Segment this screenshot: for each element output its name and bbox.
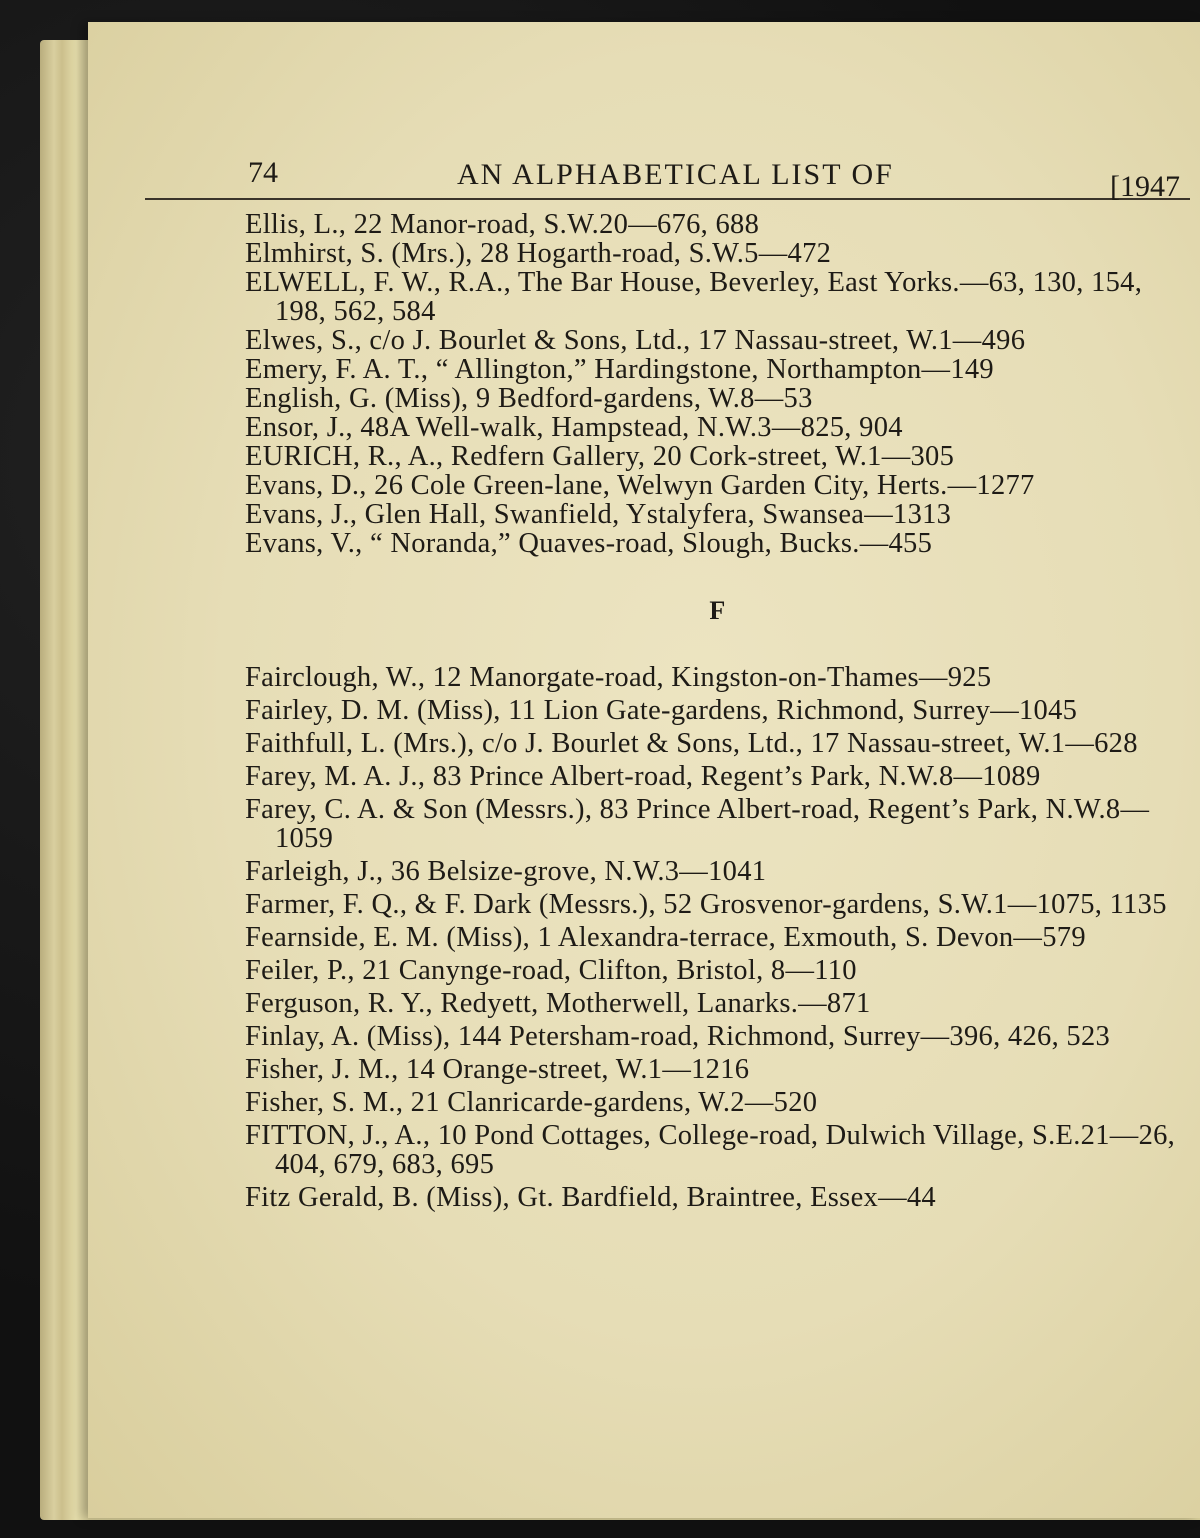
section-e-entries <box>245 210 1190 558</box>
list-entry: Emery, F. A. T., “ Allington,” Hardingstone, Northampton—149 <box>245 354 994 385</box>
page-header <box>145 150 1190 203</box>
year-label: [1947 <box>1110 170 1180 203</box>
list-entry: EURICH, R., A., Redfern Gallery, 20 Cork-street, W.1—305 <box>245 441 955 472</box>
list-entry: Elmhirst, S. (Mrs.), 28 Hogarth-road, S.W.5—472 <box>245 238 832 269</box>
list-entry: Fisher, J. M., 14 Orange-street, W.1—1216 <box>245 1054 750 1085</box>
list-entry: Farey, M. A. J., 83 Prince Albert-road, Regent’s Park, N.W.8—1089 <box>245 761 1041 792</box>
section-letter-heading: F <box>709 596 726 625</box>
list-entry: Farey, C. A. & Son (Messrs.), 83 Prince Albert-road, Regent’s Park, N.W.8—1059 <box>245 794 1150 854</box>
list-entry: Farmer, F. Q., & F. Dark (Messrs.), 52 Grosvenor-gardens, S.W.1—1075, 1135 <box>245 889 1167 920</box>
running-title: AN ALPHABETICAL LIST OF <box>457 158 894 191</box>
list-entry: Ferguson, R. Y., Redyett, Motherwell, Lanarks.—871 <box>245 988 871 1019</box>
list-entry: Ensor, J., 48A Well-walk, Hampstead, N.W.3—825, 904 <box>245 412 903 443</box>
list-entry: Ellis, L., 22 Manor-road, S.W.20—676, 688 <box>245 209 760 240</box>
list-entry: Faithfull, L. (Mrs.), c/o J. Bourlet & Sons, Ltd., 17 Nassau-street, W.1—628 <box>245 728 1138 759</box>
list-entry: Elwes, S., c/o J. Bourlet & Sons, Ltd., 17 Nassau-street, W.1—496 <box>245 325 1026 356</box>
section-f-entries <box>245 663 1190 1212</box>
list-entry: Fisher, S. M., 21 Clanricarde-gardens, W.2—520 <box>245 1087 818 1118</box>
list-entry: Farleigh, J., 36 Belsize-grove, N.W.3—1041 <box>245 856 767 887</box>
list-entry: English, G. (Miss), 9 Bedford-gardens, W.8—53 <box>245 383 813 414</box>
list-entry: Feiler, P., 21 Canynge-road, Clifton, Bristol, 8—110 <box>245 955 857 986</box>
list-entry: Fairley, D. M. (Miss), 11 Lion Gate-gardens, Richmond, Surrey—1045 <box>245 695 1078 726</box>
list-entry: Evans, V., “ Noranda,” Quaves-road, Slough, Bucks.—455 <box>245 528 933 559</box>
list-entry: Evans, J., Glen Hall, Swanfield, Ystalyfera, Swansea—1313 <box>245 499 952 530</box>
list-entry: Finlay, A. (Miss), 144 Petersham-road, Richmond, Surrey—396, 426, 523 <box>245 1021 1111 1052</box>
list-entry: Fitz Gerald, B. (Miss), Gt. Bardfield, Braintree, Essex—44 <box>245 1182 936 1213</box>
list-entry: ELWELL, F. W., R.A., The Bar House, Beverley, East Yorks.—63, 130, 154, 198, 562, 584 <box>245 267 1143 327</box>
entries-list <box>145 210 1190 1212</box>
list-entry: Fearnside, E. M. (Miss), 1 Alexandra-terrace, Exmouth, S. Devon—579 <box>245 922 1086 953</box>
page-number: 74 <box>248 156 278 189</box>
page-content <box>145 150 1190 1216</box>
list-entry: FITTON, J., A., 10 Pond Cottages, College-road, Dulwich Village, S.E.21—26, 404, 679, 683, 695 <box>245 1120 1176 1180</box>
list-entry: Fairclough, W., 12 Manorgate-road, Kingston-on-Thames—925 <box>245 662 992 693</box>
list-entry: Evans, D., 26 Cole Green-lane, Welwyn Garden City, Herts.—1277 <box>245 470 1035 501</box>
